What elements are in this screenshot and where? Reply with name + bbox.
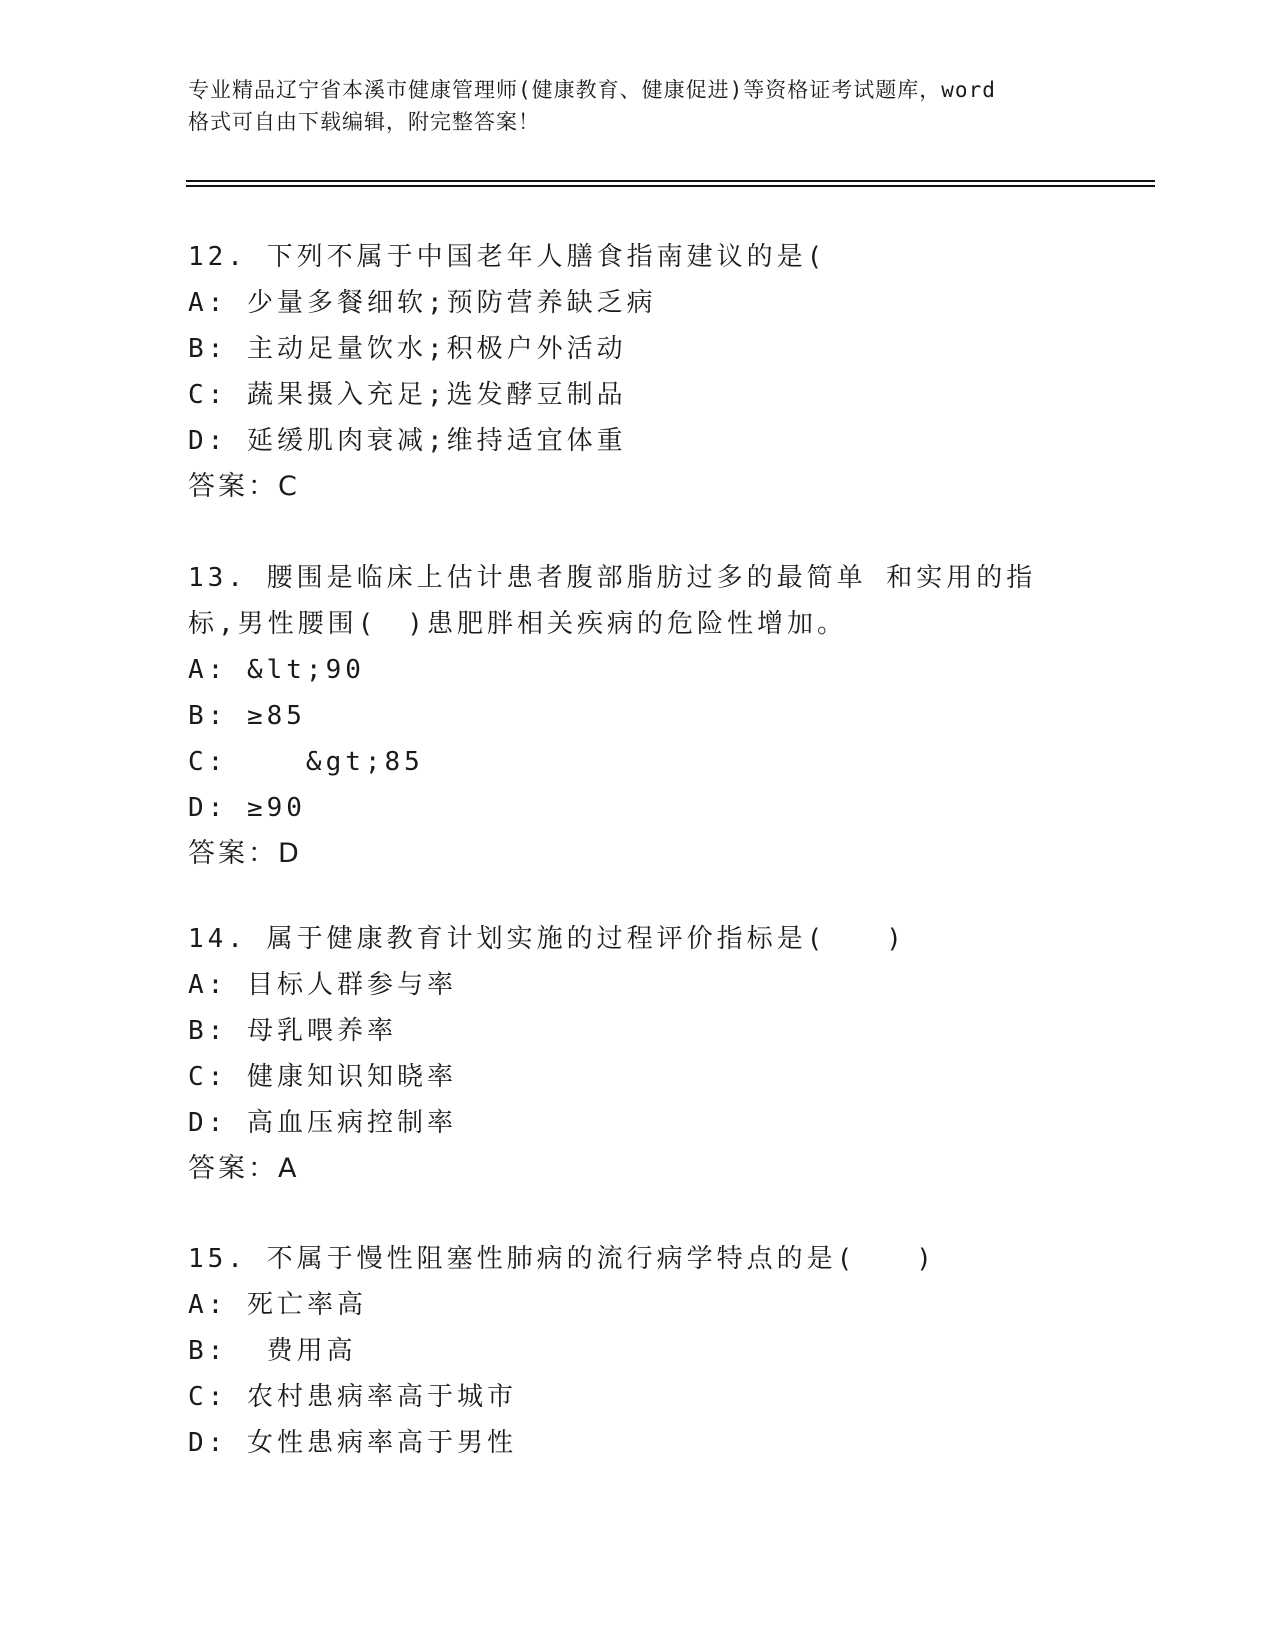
header-line-1: 专业精品辽宁省本溪市健康管理师(健康教育、健康促进)等资格证考试题库，word	[188, 78, 996, 102]
question-stem: 14. 属于健康教育计划实施的过程评价指标是( )	[188, 924, 906, 954]
document-header	[188, 74, 1088, 138]
option-a: A: 死亡率高	[188, 1290, 367, 1320]
option-a: A: 目标人群参与率	[188, 970, 457, 1000]
question-14	[188, 916, 1088, 1192]
header-line-2: 格式可自由下载编辑，附完整答案！	[188, 110, 540, 134]
question-stem: 13. 腰围是临床上估计患者腹部脂肪过多的最简单 和实用的指标,男性腰围( )患肥胖相关疾病的危险性增加。	[188, 563, 1037, 639]
question-12	[188, 234, 1088, 510]
option-d: D: ≥90	[188, 793, 306, 823]
option-c: C: &gt;85	[188, 747, 424, 777]
option-a: A: 少量多餐细软;预防营养缺乏病	[188, 288, 657, 318]
option-d: D: 高血压病控制率	[188, 1108, 457, 1138]
option-c: C: 健康知识知晓率	[188, 1062, 457, 1092]
question-15	[188, 1236, 1088, 1466]
option-b: B: ≥85	[188, 701, 306, 731]
option-a: A: &lt;90	[188, 655, 365, 685]
option-c: C: 农村患病率高于城市	[188, 1382, 517, 1412]
header-divider-top	[186, 180, 1155, 182]
answer-line: 答案：A	[188, 1153, 300, 1184]
option-b: B: 母乳喂养率	[188, 1016, 397, 1046]
option-b: B: 主动足量饮水;积极户外活动	[188, 334, 627, 364]
answer-line: 答案：D	[188, 838, 302, 869]
option-c: C: 蔬果摄入充足;选发酵豆制品	[188, 380, 627, 410]
question-stem: 12. 下列不属于中国老年人膳食指南建议的是(	[188, 242, 827, 272]
option-b: B: 费用高	[188, 1336, 357, 1366]
header-divider-bottom	[186, 185, 1155, 187]
question-13	[188, 555, 1088, 877]
answer-line: 答案：C	[188, 471, 300, 502]
question-stem: 15. 不属于慢性阻塞性肺病的流行病学特点的是( )	[188, 1244, 936, 1274]
option-d: D: 女性患病率高于男性	[188, 1428, 517, 1458]
option-d: D: 延缓肌肉衰减;维持适宜体重	[188, 426, 627, 456]
